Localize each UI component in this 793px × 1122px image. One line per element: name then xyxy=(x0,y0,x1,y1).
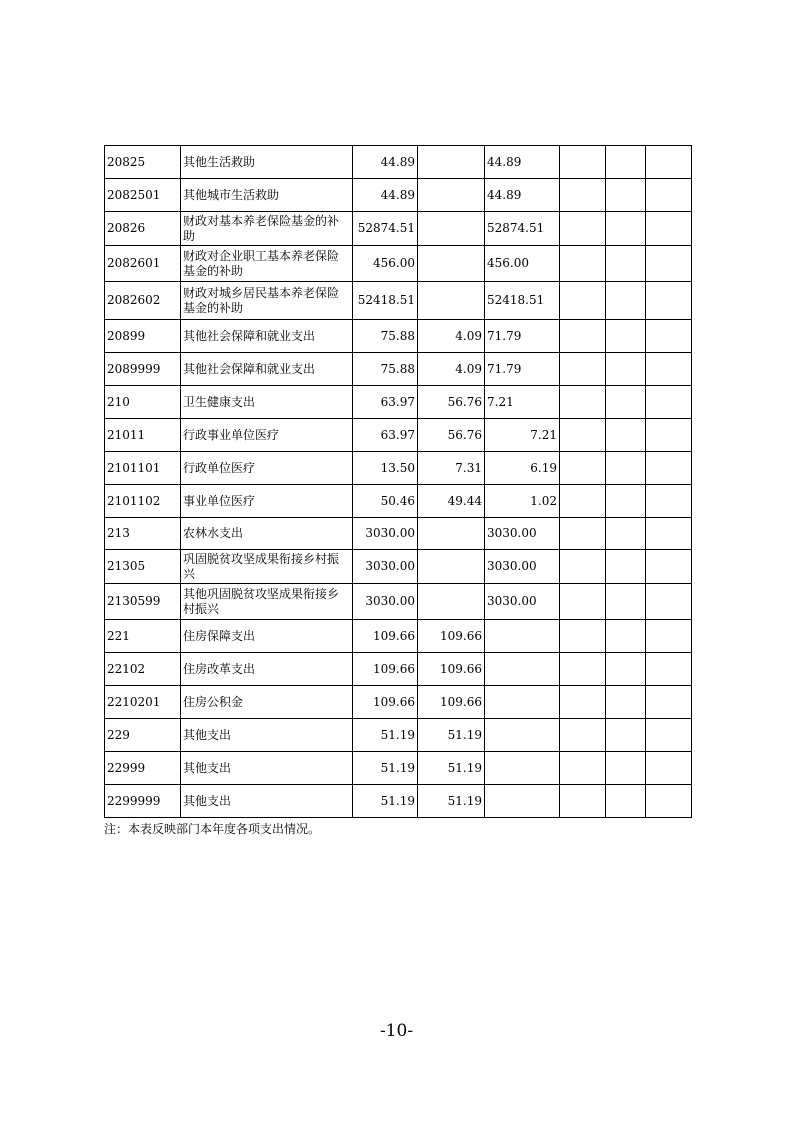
cell-code: 22999 xyxy=(105,752,181,785)
cell-project: 7.21 xyxy=(485,419,560,452)
cell-empty xyxy=(560,719,606,752)
cell-empty xyxy=(560,146,606,179)
cell-project xyxy=(485,752,560,785)
cell-project: 71.79 xyxy=(485,320,560,353)
cell-code: 21011 xyxy=(105,419,181,452)
cell-basic: 109.66 xyxy=(418,653,485,686)
cell-name: 其他巩固脱贫攻坚成果衔接乡村振兴 xyxy=(181,584,353,620)
cell-name: 行政单位医疗 xyxy=(181,452,353,485)
cell-code: 2082601 xyxy=(105,246,181,282)
cell-name: 其他城市生活救助 xyxy=(181,179,353,212)
cell-name: 其他社会保障和就业支出 xyxy=(181,353,353,386)
cell-basic: 7.31 xyxy=(418,452,485,485)
cell-empty xyxy=(560,419,606,452)
table-row xyxy=(105,686,692,719)
cell-empty xyxy=(606,785,646,818)
cell-total: 51.19 xyxy=(353,719,418,752)
cell-empty xyxy=(560,620,606,653)
cell-basic: 56.76 xyxy=(418,419,485,452)
cell-empty xyxy=(560,686,606,719)
cell-total: 51.19 xyxy=(353,752,418,785)
cell-code: 213 xyxy=(105,518,181,550)
cell-project xyxy=(485,620,560,653)
cell-empty xyxy=(646,719,692,752)
cell-empty xyxy=(560,353,606,386)
table-row xyxy=(105,584,692,620)
table-row xyxy=(105,246,692,282)
cell-basic xyxy=(418,584,485,620)
cell-empty xyxy=(560,320,606,353)
cell-empty xyxy=(560,550,606,584)
cell-empty xyxy=(606,179,646,212)
cell-basic: 56.76 xyxy=(418,386,485,419)
cell-empty xyxy=(560,485,606,518)
cell-code: 210 xyxy=(105,386,181,419)
cell-empty xyxy=(606,752,646,785)
table-row xyxy=(105,452,692,485)
cell-basic xyxy=(418,282,485,320)
cell-basic: 51.19 xyxy=(418,785,485,818)
cell-empty xyxy=(606,353,646,386)
cell-code: 2101102 xyxy=(105,485,181,518)
cell-empty xyxy=(606,719,646,752)
table-row xyxy=(105,518,692,550)
table-row xyxy=(105,282,692,320)
cell-empty xyxy=(606,282,646,320)
cell-name: 财政对企业职工基本养老保险基金的补助 xyxy=(181,246,353,282)
cell-empty xyxy=(606,146,646,179)
cell-total: 44.89 xyxy=(353,179,418,212)
cell-code: 20825 xyxy=(105,146,181,179)
cell-empty xyxy=(606,620,646,653)
cell-basic: 49.44 xyxy=(418,485,485,518)
cell-project: 44.89 xyxy=(485,179,560,212)
cell-empty xyxy=(606,485,646,518)
cell-code: 21305 xyxy=(105,550,181,584)
cell-code: 2299999 xyxy=(105,785,181,818)
cell-project: 3030.00 xyxy=(485,518,560,550)
cell-project: 1.02 xyxy=(485,485,560,518)
cell-total: 3030.00 xyxy=(353,584,418,620)
cell-empty xyxy=(646,752,692,785)
cell-project: 3030.00 xyxy=(485,550,560,584)
cell-empty xyxy=(646,146,692,179)
cell-project: 52418.51 xyxy=(485,282,560,320)
cell-project: 3030.00 xyxy=(485,584,560,620)
cell-empty xyxy=(646,785,692,818)
table-row xyxy=(105,620,692,653)
cell-empty xyxy=(606,653,646,686)
cell-project: 52874.51 xyxy=(485,212,560,246)
cell-empty xyxy=(646,653,692,686)
cell-empty xyxy=(560,246,606,282)
cell-empty xyxy=(560,212,606,246)
table-row xyxy=(105,353,692,386)
cell-total: 3030.00 xyxy=(353,518,418,550)
cell-empty xyxy=(646,518,692,550)
cell-empty xyxy=(606,686,646,719)
cell-project: 6.19 xyxy=(485,452,560,485)
cell-total: 3030.00 xyxy=(353,550,418,584)
cell-empty xyxy=(646,452,692,485)
cell-basic xyxy=(418,146,485,179)
cell-empty xyxy=(646,386,692,419)
page-number: -10- xyxy=(379,1021,414,1041)
cell-name: 卫生健康支出 xyxy=(181,386,353,419)
cell-empty xyxy=(646,584,692,620)
table-row xyxy=(105,320,692,353)
cell-total: 75.88 xyxy=(353,320,418,353)
cell-empty xyxy=(606,386,646,419)
cell-project: 44.89 xyxy=(485,146,560,179)
table-row xyxy=(105,719,692,752)
cell-name: 农林水支出 xyxy=(181,518,353,550)
cell-code: 22102 xyxy=(105,653,181,686)
cell-empty xyxy=(646,686,692,719)
cell-total: 63.97 xyxy=(353,386,418,419)
cell-basic: 4.09 xyxy=(418,320,485,353)
cell-name: 住房公积金 xyxy=(181,686,353,719)
table-row xyxy=(105,550,692,584)
cell-total: 52418.51 xyxy=(353,282,418,320)
cell-empty xyxy=(646,282,692,320)
cell-basic: 51.19 xyxy=(418,752,485,785)
cell-code: 2130599 xyxy=(105,584,181,620)
expenditure-table xyxy=(104,145,692,818)
cell-basic xyxy=(418,550,485,584)
cell-empty xyxy=(606,584,646,620)
cell-name: 住房保障支出 xyxy=(181,620,353,653)
cell-total: 109.66 xyxy=(353,620,418,653)
cell-empty xyxy=(560,179,606,212)
cell-name: 行政事业单位医疗 xyxy=(181,419,353,452)
cell-total: 75.88 xyxy=(353,353,418,386)
cell-code: 2101101 xyxy=(105,452,181,485)
cell-total: 109.66 xyxy=(353,686,418,719)
table-row xyxy=(105,146,692,179)
cell-code: 20826 xyxy=(105,212,181,246)
cell-empty xyxy=(646,485,692,518)
cell-name: 事业单位医疗 xyxy=(181,485,353,518)
cell-project: 7.21 xyxy=(485,386,560,419)
cell-basic: 4.09 xyxy=(418,353,485,386)
cell-code: 2089999 xyxy=(105,353,181,386)
cell-basic xyxy=(418,246,485,282)
cell-code: 2082501 xyxy=(105,179,181,212)
cell-empty xyxy=(606,452,646,485)
table-row xyxy=(105,386,692,419)
cell-name: 财政对城乡居民基本养老保险基金的补助 xyxy=(181,282,353,320)
cell-code: 221 xyxy=(105,620,181,653)
cell-name: 其他社会保障和就业支出 xyxy=(181,320,353,353)
cell-name: 巩固脱贫攻坚成果衔接乡村振兴 xyxy=(181,550,353,584)
cell-empty xyxy=(646,419,692,452)
cell-basic: 51.19 xyxy=(418,719,485,752)
cell-empty xyxy=(560,752,606,785)
cell-code: 2210201 xyxy=(105,686,181,719)
cell-empty xyxy=(646,353,692,386)
cell-total: 456.00 xyxy=(353,246,418,282)
cell-name: 其他支出 xyxy=(181,785,353,818)
cell-empty xyxy=(646,179,692,212)
table-row xyxy=(105,179,692,212)
cell-project xyxy=(485,686,560,719)
cell-name: 财政对基本养老保险基金的补助 xyxy=(181,212,353,246)
cell-empty xyxy=(560,518,606,550)
cell-total: 44.89 xyxy=(353,146,418,179)
cell-code: 20899 xyxy=(105,320,181,353)
cell-empty xyxy=(560,584,606,620)
cell-name: 其他支出 xyxy=(181,752,353,785)
table-row xyxy=(105,485,692,518)
cell-total: 52874.51 xyxy=(353,212,418,246)
table-row xyxy=(105,212,692,246)
table-row xyxy=(105,785,692,818)
cell-project xyxy=(485,785,560,818)
table-note: 注：本表反映部门本年度各项支出情况。 xyxy=(104,822,321,836)
cell-total: 109.66 xyxy=(353,653,418,686)
cell-empty xyxy=(606,550,646,584)
cell-name: 住房改革支出 xyxy=(181,653,353,686)
cell-empty xyxy=(560,785,606,818)
table-row xyxy=(105,752,692,785)
cell-total: 50.46 xyxy=(353,485,418,518)
cell-basic xyxy=(418,518,485,550)
cell-basic xyxy=(418,179,485,212)
cell-empty xyxy=(606,320,646,353)
cell-code: 229 xyxy=(105,719,181,752)
cell-basic: 109.66 xyxy=(418,686,485,719)
cell-empty xyxy=(560,282,606,320)
table-row xyxy=(105,419,692,452)
cell-code: 2082602 xyxy=(105,282,181,320)
table-row xyxy=(105,653,692,686)
cell-total: 63.97 xyxy=(353,419,418,452)
cell-empty xyxy=(646,620,692,653)
cell-empty xyxy=(606,518,646,550)
cell-empty xyxy=(560,386,606,419)
cell-empty xyxy=(606,212,646,246)
cell-empty xyxy=(606,419,646,452)
cell-basic: 109.66 xyxy=(418,620,485,653)
cell-empty xyxy=(560,653,606,686)
cell-name: 其他生活救助 xyxy=(181,146,353,179)
cell-empty xyxy=(646,550,692,584)
cell-empty xyxy=(560,452,606,485)
cell-project xyxy=(485,653,560,686)
cell-project: 71.79 xyxy=(485,353,560,386)
cell-empty xyxy=(606,246,646,282)
cell-total: 13.50 xyxy=(353,452,418,485)
cell-project: 456.00 xyxy=(485,246,560,282)
cell-empty xyxy=(646,212,692,246)
cell-total: 51.19 xyxy=(353,785,418,818)
cell-basic xyxy=(418,212,485,246)
cell-empty xyxy=(646,246,692,282)
cell-name: 其他支出 xyxy=(181,719,353,752)
cell-project xyxy=(485,719,560,752)
cell-empty xyxy=(646,320,692,353)
table-body xyxy=(105,146,692,818)
